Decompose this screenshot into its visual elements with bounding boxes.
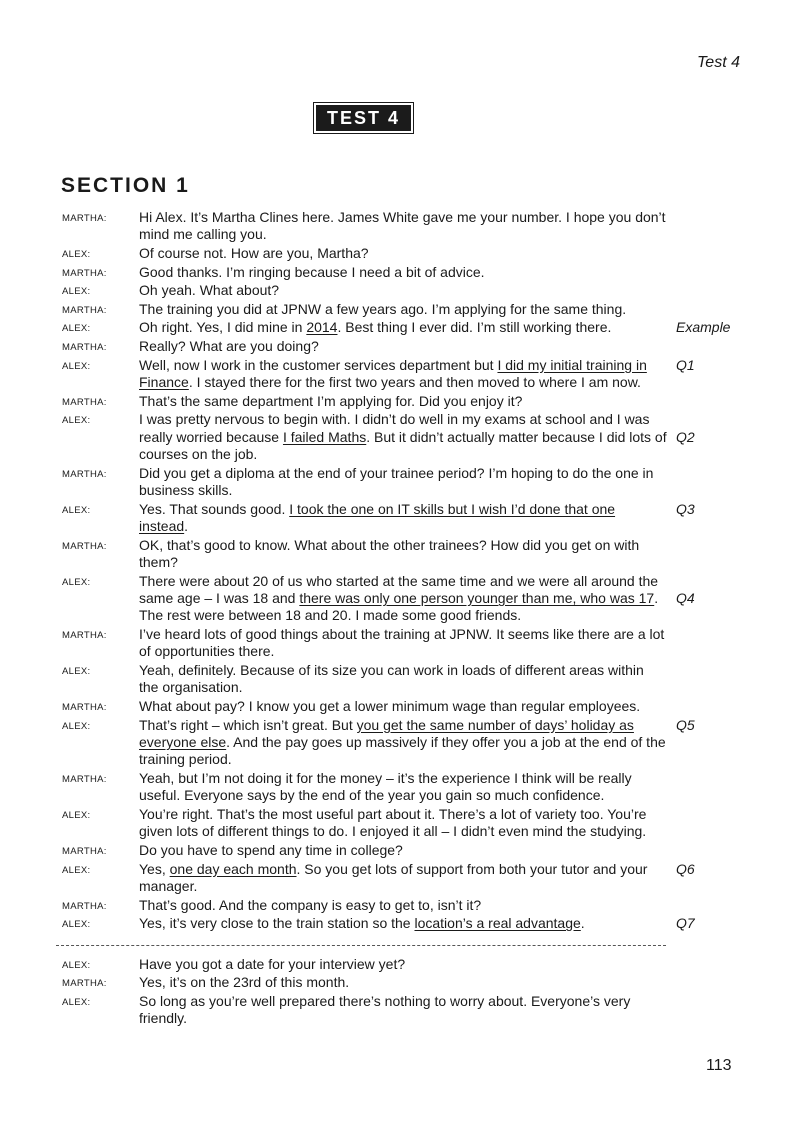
dialogue-line: [0, 897, 800, 914]
speaker-label: ALEX:: [62, 959, 91, 971]
dialogue-line: [0, 393, 800, 410]
speech-text: [139, 861, 667, 896]
speaker-label: ALEX:: [62, 809, 91, 821]
speech-text: [139, 897, 667, 914]
speech-segment: That’s right – which isn’t great. But: [139, 716, 357, 733]
dialogue-line: [0, 245, 800, 262]
speaker-label: ALEX:: [62, 996, 91, 1008]
speech-segment: . The rest were between 18 and 20. I made some good friends.: [139, 589, 659, 624]
dialogue-line: [0, 573, 800, 625]
speech-segment: Hi Alex. It’s Martha Clines here. James White gave me your number. I hope you don’t mind me calling you.: [139, 209, 666, 243]
section-title: SECTION 1: [61, 174, 190, 197]
dialogue-line: [0, 301, 800, 318]
speaker-label: MARTHA:: [62, 267, 107, 279]
transcript-main: [0, 209, 800, 933]
speech-segment: Yes, it’s very close to the train station so the: [139, 915, 415, 932]
speech-text: [139, 993, 667, 1028]
speech-text: [139, 282, 667, 299]
speaker-label: ALEX:: [62, 415, 91, 427]
dialogue-line: [0, 626, 800, 661]
answer-underline: there was only one person younger than me, who was 17: [299, 589, 655, 606]
dialogue-line: [0, 264, 800, 281]
speech-segment: So long as you’re well prepared there’s nothing to worry about. Everyone’s very friendly.: [139, 992, 631, 1027]
speaker-label: ALEX:: [62, 323, 91, 335]
speech-text: [139, 842, 667, 859]
speaker-label: MARTHA:: [62, 396, 107, 408]
question-marker: Q7: [676, 915, 695, 932]
speech-segment: That’s good. And the company is easy to get to, isn’t it?: [139, 896, 482, 913]
speech-text: [139, 338, 667, 355]
speech-segment: Yes,: [139, 860, 170, 877]
question-marker: Q2: [676, 428, 695, 445]
speech-text: [139, 319, 667, 336]
dialogue-line: [0, 974, 800, 991]
speech-segment: I’ve heard lots of good things about the training at JPNW. It seems like there are a lot of opportunities there.: [139, 625, 665, 660]
speaker-label: MARTHA:: [62, 213, 107, 224]
dialogue-line: [0, 717, 800, 769]
question-marker: Q1: [676, 356, 695, 373]
speech-segment: Do you have to spend any time in college?: [139, 841, 403, 858]
running-head: Test 4: [697, 54, 740, 71]
speaker-label: MARTHA:: [62, 845, 107, 857]
speech-segment: Yeah, definitely. Because of its size you can work in loads of different areas within the organisation.: [139, 661, 644, 696]
answer-underline: location’s a real advantage: [414, 915, 581, 932]
speech-text: [139, 301, 667, 318]
speaker-label: MARTHA:: [62, 773, 107, 785]
speaker-label: ALEX:: [62, 249, 91, 260]
speech-text: [139, 264, 667, 281]
question-marker: Q3: [676, 500, 695, 517]
speech-segment: OK, that’s good to know. What about the other trainees? How did you get on with them?: [139, 536, 640, 570]
speech-segment: . But it didn’t actually matter because I did lots of courses on the job.: [139, 428, 667, 462]
speech-text: [139, 465, 667, 500]
question-marker: Example: [676, 319, 731, 336]
dialogue-line: [0, 993, 800, 1028]
answer-underline: I took the one on IT skills but I wish I’d done that one instead: [139, 500, 616, 534]
speech-segment: Yeah, but I’m not doing it for the money – it’s the experience I think will be really useful. Everyone says by the end of the year you gain so much confidence.: [139, 769, 632, 804]
dialogue-line: [0, 357, 800, 392]
speech-segment: Oh yeah. What about?: [139, 282, 280, 299]
speech-text: [139, 806, 667, 841]
speaker-label: MARTHA:: [62, 304, 107, 316]
speaker-label: ALEX:: [62, 576, 91, 588]
question-marker: Q5: [676, 716, 695, 733]
speech-text: [139, 411, 667, 463]
dialogue-line: [0, 338, 800, 355]
speech-text: [139, 393, 667, 410]
speech-segment: What about pay? I know you get a lower minimum wage than regular employees.: [139, 697, 641, 714]
speech-segment: You’re right. That’s the most useful part about it. There’s a lot of variety too. You’re given lots of different things to do. I enjoyed it all – I didn’t even mind the studying.: [139, 805, 647, 840]
speech-text: [139, 357, 667, 392]
speech-segment: Yes. That sounds good.: [139, 500, 290, 517]
speech-text: [139, 698, 667, 715]
speech-segment: .: [580, 915, 585, 932]
speech-segment: Well, now I work in the customer services department but: [139, 356, 498, 373]
dialogue-line: [0, 209, 800, 244]
speaker-label: MARTHA:: [62, 468, 107, 480]
speech-segment: Have you got a date for your interview yet?: [139, 955, 406, 972]
dialogue-line: [0, 411, 800, 463]
speech-text: [139, 662, 667, 697]
dialogue-line: [0, 861, 800, 896]
dialogue-line: [0, 956, 800, 973]
speech-text: [139, 974, 667, 991]
speech-segment: . And the pay goes up massively if they offer you a job at the end of the training period.: [139, 733, 666, 768]
speaker-label: MARTHA:: [62, 540, 107, 552]
dialogue-line: [0, 319, 800, 336]
speaker-label: MARTHA:: [62, 341, 107, 353]
speaker-label: ALEX:: [62, 665, 91, 677]
dialogue-line: [0, 770, 800, 805]
answer-underline: 2014: [306, 319, 338, 336]
speech-segment: . I stayed there for the first two years and then moved to where I am now.: [188, 373, 641, 390]
speech-text: [139, 956, 667, 973]
speech-segment: Good thanks. I’m ringing because I need a bit of advice.: [139, 263, 485, 280]
speech-segment: Oh right. Yes, I did mine in: [139, 319, 307, 336]
speech-segment: There were about 20 of us who started at the same time and we were all around the same age – I was 18 and: [139, 572, 659, 606]
speech-text: [139, 717, 667, 769]
answer-underline: I failed Maths: [282, 428, 367, 445]
speaker-label: ALEX:: [62, 286, 91, 298]
speaker-label: MARTHA:: [62, 900, 107, 912]
speaker-label: ALEX:: [62, 720, 91, 732]
speech-segment: .: [184, 517, 189, 534]
speech-segment: That’s the same department I’m applying for. Did you enjoy it?: [139, 392, 523, 409]
speech-text: [139, 770, 667, 805]
speech-segment: I was pretty nervous to begin with. I didn’t do well in my exams at school and I was really worried because: [139, 411, 650, 445]
speech-text: [139, 501, 667, 536]
speaker-label: ALEX:: [62, 504, 91, 516]
speech-segment: Of course not. How are you, Martha?: [139, 245, 369, 261]
speech-segment: Yes, it’s on the 23rd of this month.: [139, 974, 350, 991]
speech-text: [139, 209, 667, 244]
answer-underline: you get the same number of days’ holiday as everyone else: [139, 716, 634, 750]
dialogue-line: [0, 282, 800, 299]
answer-underline: I did my initial training in Finance: [139, 356, 647, 390]
speaker-label: ALEX:: [62, 360, 91, 372]
speaker-label: MARTHA:: [62, 978, 107, 990]
speech-text: [139, 626, 667, 661]
speaker-label: MARTHA:: [62, 629, 107, 641]
question-marker: Q4: [676, 589, 695, 606]
speaker-label: ALEX:: [62, 919, 91, 931]
speech-segment: Did you get a diploma at the end of your trainee period? I’m hoping to do the one in business skills.: [139, 464, 654, 498]
dialogue-line: [0, 465, 800, 500]
dialogue-line: [0, 806, 800, 841]
dialogue-line: [0, 501, 800, 536]
speech-text: [139, 915, 667, 932]
speaker-label: MARTHA:: [62, 701, 107, 713]
speech-text: [139, 573, 667, 625]
speaker-label: ALEX:: [62, 864, 91, 876]
page-number: 113: [706, 1057, 732, 1074]
speech-segment: The training you did at JPNW a few years ago. I’m applying for the same thing.: [139, 300, 627, 317]
speech-segment: . Best thing I ever did. I’m still working there.: [337, 319, 612, 336]
question-marker: Q6: [676, 860, 695, 877]
speech-segment: Really? What are you doing?: [139, 337, 319, 354]
dialogue-line: [0, 662, 800, 697]
speech-text: [139, 537, 667, 572]
dialogue-line: [0, 537, 800, 572]
dialogue-line: [0, 698, 800, 715]
dialogue-line: [0, 915, 800, 932]
divider: [56, 945, 666, 946]
transcript-after: [0, 956, 800, 1028]
transcript: [0, 209, 800, 1029]
speech-text: [139, 245, 667, 262]
test-banner: TEST 4: [314, 103, 413, 133]
answer-underline: one day each month: [169, 860, 297, 877]
dialogue-line: [0, 842, 800, 859]
speech-segment: . So you get lots of support from both your tutor and your manager.: [139, 860, 648, 894]
